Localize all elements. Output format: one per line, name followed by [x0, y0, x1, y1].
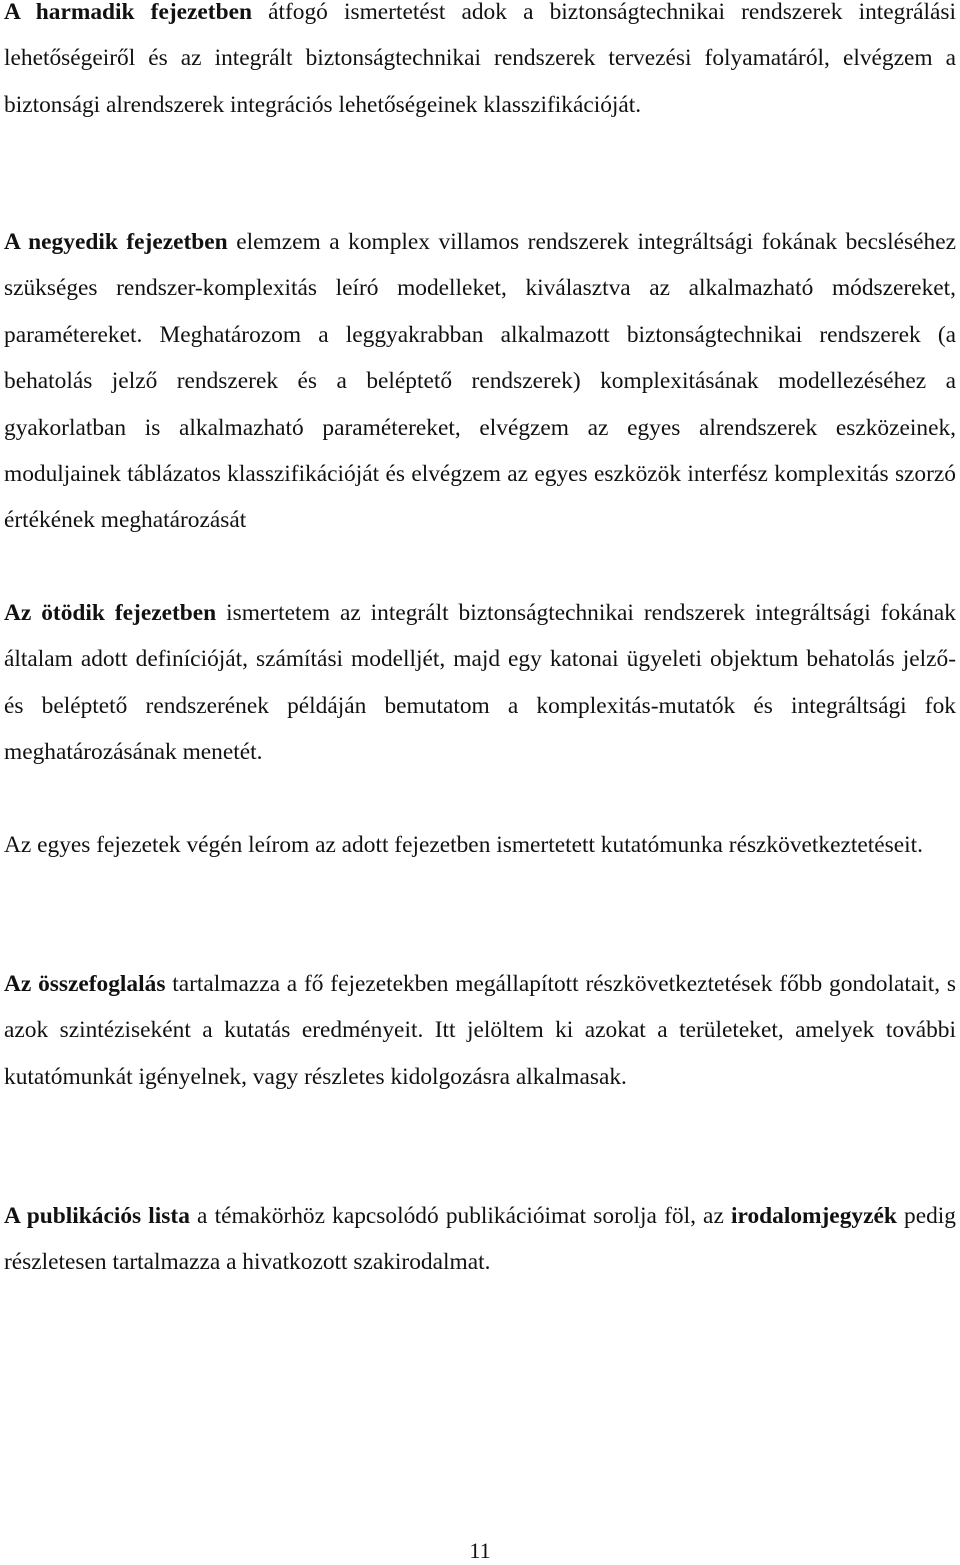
page-number: 11	[469, 1538, 491, 1563]
paragraph-body: elemzem a komplex villamos rendszerek integráltsági fokának becsléséhez szükséges rendszer-komplexitás leíró modelleket, kiválasztva az alkalmazható módszereket, paramétereket. Meghatározom a leggyakrabban alkalmazott biztonságtechnikai rendszerek (a behatolás jelző rendszerek és a beléptető rendszerek) komplexitásának modellezéséhez a gyakorlatban is alkalmazható paramétereket, elvégzem az egyes alrendszerek eszközeinek, moduljainek táblázatos klasszifikációját és elvégzem az egyes eszközök interfész komplexitás szorzó értékének meghatározását	[4, 229, 956, 534]
paragraph-bold-term: irodalomjegyzék	[730, 1203, 897, 1229]
paragraph-lead: A publikációs lista	[4, 1203, 190, 1229]
paragraph-body: Az egyes fejezetek végén leírom az adott fejezetben ismertetett kutatómunka részkövetkeztetéseit.	[4, 832, 923, 858]
paragraph-body: a témakörhöz kapcsolódó publikációimat sorolja föl, az	[189, 1203, 731, 1229]
paragraph-chapter-conclusions	[4, 822, 956, 868]
paragraph-summary	[4, 961, 956, 1100]
paragraph-lead: A negyedik fejezetben	[4, 229, 228, 255]
paragraph-body: tartalmazza a fő fejezetekben megállapított részkövetkeztetések főbb gondolatait, s azok szintéziseként a kutatás eredményeit. Itt jelöltem ki azokat a területeket, amelyek további kutatómunkát igényelnek, vagy részletes kidolgozásra alkalmasak.	[4, 971, 956, 1090]
paragraph-lead: Az ötödik fejezetben	[4, 600, 217, 626]
paragraph-lead: Az összefoglalás	[4, 971, 166, 997]
paragraph-publications	[4, 1193, 956, 1286]
paragraph-body: ismertetem az integrált biztonságtechnikai rendszerek integráltsági fokának általam adott definícióját, számítási modelljét, majd egy katonai ügyeleti objektum behatolás jelző- és beléptető rendszerének példáján bemutatom a komplexitás-mutatók és integráltsági fok meghatározásának menetét.	[4, 600, 956, 766]
paragraph-chapter-5	[4, 590, 956, 776]
document-page	[4, 0, 956, 1563]
paragraph-chapter-3	[4, 0, 956, 128]
paragraph-body: átfogó ismertetést adok a biztonságtechnikai rendszerek integrálási lehetőségeiről és az integrált biztonságtechnikai rendszerek tervezési folyamatáról, elvégzem a biztonsági alrendszerek integrációs lehetőségeinek klasszifikációját.	[4, 0, 956, 118]
paragraph-lead: A harmadik fejezetben	[4, 0, 252, 25]
paragraph-body-end: pedig részletesen tartalmazza a hivatkozott szakirodalmat.	[4, 1203, 956, 1276]
paragraph-chapter-4	[4, 219, 956, 544]
